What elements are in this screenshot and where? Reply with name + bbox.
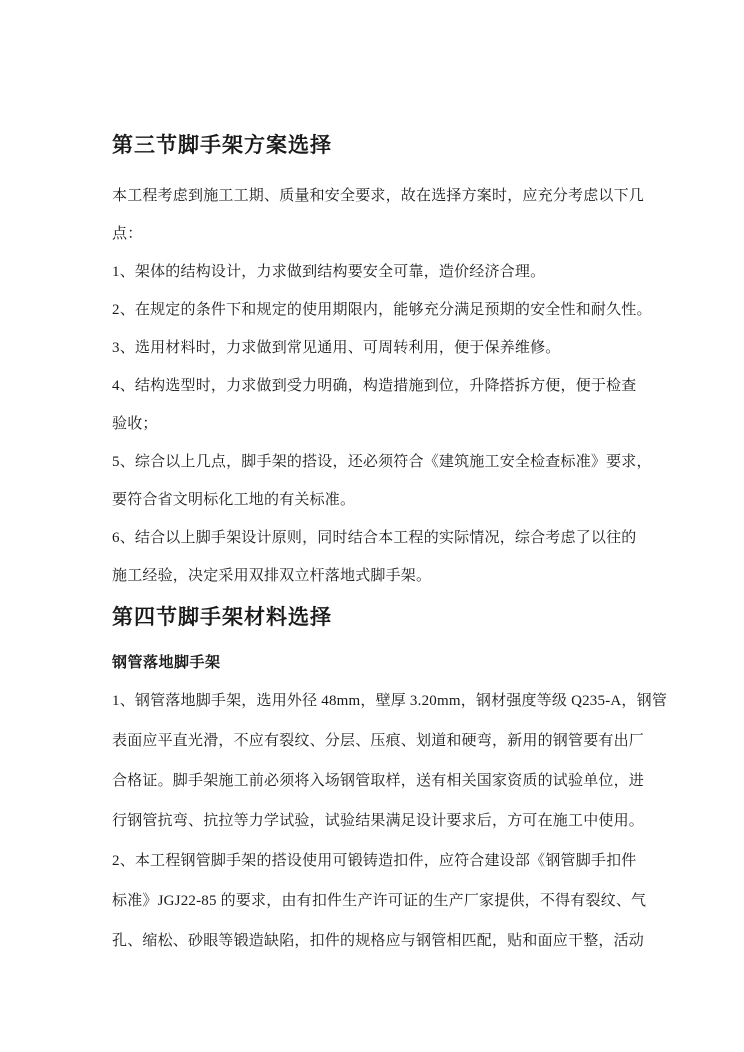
- section3-intro-paragraph: [112, 177, 648, 253]
- text-line: 6、结合以上脚手架设计原则，同时结合本工程的实际情况，综合考虑了以往的: [112, 530, 637, 546]
- text-line: 行钢管抗弯、抗拉等力学试验，试验结果满足设计要求后，方可在施工中使用。: [112, 813, 645, 829]
- section3-item-4: [112, 367, 648, 443]
- text-line: 标准》JGJ22-85 的要求，由有扣件生产许可证的生产厂家提供，不得有裂纹、气: [112, 893, 647, 909]
- text-line: 3、选用材料时，力求做到常见通用、可周转利用，便于保养维修。: [112, 340, 561, 356]
- text-line: 2、在规定的条件下和规定的使用期限内，能够充分满足预期的安全性和耐久性。: [112, 302, 652, 318]
- text-line: 5、综合以上几点，脚手架的搭设，还必须符合《建筑施工安全检查标准》要求，: [112, 454, 652, 470]
- text-line: 2、本工程钢管脚手架的搭设使用可锻铸造扣件，应符合建设部《钢管脚手扣件: [112, 853, 637, 869]
- text-line: 要符合省文明标化工地的有关标准。: [112, 492, 356, 508]
- section3-item-5: [112, 443, 652, 519]
- section4-item-1: [112, 681, 668, 841]
- text-line: 1、钢管落地脚手架，选用外径 48mm，壁厚 3.20mm，钢材强度等级 Q235-A，钢管: [112, 693, 668, 709]
- text-line: 施工经验，决定采用双排双立杆落地式脚手架。: [112, 568, 432, 584]
- section4-item-2: [112, 841, 648, 961]
- text-line: 合格证。脚手架施工前必须将入场钢管取样，送有相关国家资质的试验单位，进: [112, 773, 645, 789]
- text-line: 点：: [112, 226, 143, 242]
- section3-heading: 第三节脚手架方案选择: [112, 133, 332, 157]
- document-content: [112, 131, 668, 961]
- section3-item-3: [112, 329, 648, 367]
- text-line: 孔、缩松、砂眼等锻造缺陷，扣件的规格应与钢管相匹配，贴和面应干整，活动: [112, 933, 645, 949]
- text-line: 1、架体的结构设计，力求做到结构要安全可靠，造价经济合理。: [112, 264, 546, 280]
- section3-item-6: [112, 519, 648, 595]
- section4-subheading: 钢管落地脚手架: [112, 655, 221, 671]
- section4-heading: 第四节脚手架材料选择: [112, 605, 332, 629]
- text-line: 4、结构选型时，力求做到受力明确，构造措施到位，升降搭拆方便，便于检查: [112, 378, 637, 394]
- section3-item-2: [112, 291, 652, 329]
- section3-item-1: [112, 253, 648, 291]
- text-line: 表面应平直光滑，不应有裂纹、分层、压痕、划道和硬弯，新用的钢管要有出厂: [112, 733, 645, 749]
- text-line: 本工程考虑到施工工期、质量和安全要求，故在选择方案时，应充分考虑以下几: [112, 188, 645, 204]
- text-line: 验收；: [112, 416, 158, 432]
